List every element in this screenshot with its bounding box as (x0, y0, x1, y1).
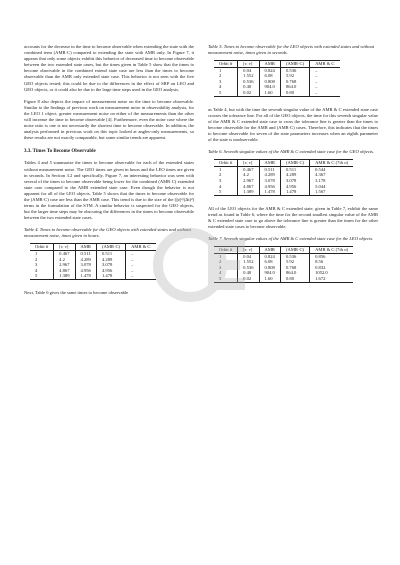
table-header-cell: [r; v] (238, 247, 259, 254)
table-7 (214, 246, 353, 283)
table-cell: 4.289 (75, 257, 96, 263)
table-cell: 5.92 (280, 259, 309, 265)
paragraph: Tables 4 and 5 summarize the times to become observable for each of the extended states without measurement noise. The GEO times are given in hours and the LEO times are given in seconds. In Section 3.2 and specifically, Figure 7, an interesting behavior was seen with several of the times to become observable being lower for the combined (AMR·C) extended state case compared to the AMR extended state case. Even though the behavior is not apparent for all of the LEO objects, Table 5 shows that the times to become observable for the (AMR·C) case are less than the AMR case. This trend is due to the size of the (||r||²/(Δt)²) terms in the formulation of the STM. A similar behavior is suspected for the GEO objects, but the larger time steps may be obscuring the differences in the times to become observable between the two extended state cases. (24, 160, 194, 221)
table-cell: 8.56 (310, 259, 354, 265)
table-cell: 3.078 (75, 262, 96, 268)
table-cell: – (310, 90, 340, 96)
table-header-cell: Orbit # (214, 160, 238, 167)
table-cell: 0.536 (280, 253, 309, 259)
table-caption: Table 6. Seventh singular values of the AMR & C extended state case for the GEO objects. (208, 149, 375, 155)
table-cell: 0.467 (238, 166, 259, 172)
table-cell: 904.0 (259, 84, 280, 90)
table-row (214, 276, 353, 282)
table-cell: 4.289 (259, 172, 280, 178)
table-cell: 0.40 (238, 84, 259, 90)
table-cell: 2 (219, 172, 222, 178)
table-header-cell: AMR & C (7th σ) (310, 247, 354, 254)
table-cell: 0.02 (238, 276, 259, 282)
table-cell: 1.389 (54, 273, 75, 279)
table-cell: 0.511 (280, 166, 309, 172)
table-header-cell: AMR & C (126, 244, 156, 251)
table-cell: 0.511 (259, 166, 280, 172)
table-cell: 5.044 (310, 184, 354, 190)
table-cell: 0.04 (238, 67, 259, 73)
paragraph: accounts for the decrease in the time to become observable when extending the state with the combined term (AMR·C) compared to extending the state with AMR only. In Figure 7, it appears that only some objects exhibit this behavior of decreased time to become observable between the two extended state cases, but the times given in Table 5 show that the times to become observable in the combined extend state case are less than the times to become observable than the AMR only extended state case. This behavior is not seen with the five GEO objects tested; this could be due to the differences in the effect of SRP on LEO and GEO objects, or it could also be due to the large time steps used in the GEO analysis. (24, 44, 194, 92)
table-cell: 0.536 (238, 265, 259, 271)
table-cell: 0.536 (280, 67, 309, 73)
table-cell: – (310, 79, 340, 85)
table-header-cell: Orbit # (214, 61, 238, 68)
table-header-cell: AMR (259, 160, 280, 167)
table-cell: 1.567 (310, 189, 354, 195)
table-cell: 0.467 (54, 250, 75, 256)
table-cell: – (310, 84, 340, 90)
table-cell: 0.808 (259, 79, 280, 85)
table-cell: 0.02 (238, 90, 259, 96)
table-cell: 2 (35, 256, 38, 262)
paragraph: All of the LEO objects for the AMR & C extended state, given in Table 7, exhibit the same trend as found in Table 6, where the time for the second smallest singular value of the AMR & C extended state case to go above the tolerance line is greater than the times for the other extended state cases to become observable. (208, 205, 378, 229)
table-cell: 4.867 (238, 184, 259, 190)
table-cell: 2 (219, 259, 222, 265)
table-header-row (214, 61, 340, 68)
table-cell: 3.078 (96, 262, 125, 268)
table-row (30, 273, 156, 279)
table-cell: – (126, 250, 156, 256)
table-cell: 5 (214, 90, 238, 96)
table-header-row (214, 160, 353, 167)
table-cell: 0.40 (238, 270, 259, 276)
table-cell: 1.60 (259, 90, 280, 96)
table-cell: 0.511 (96, 250, 125, 256)
table-cell: 0.768 (280, 79, 309, 85)
table-cell: – (126, 262, 156, 268)
paragraph: Figure 8 also depicts the impact of measurement noise on the time to become observable. Similar to the findings of previous work on measurement noise in observability analysis, for the LEO 1 object, greater measurement noise on either of the measurements than the other will increase the time to become observable [4]. Furthermore, even the noise case where the noise ratio is one is not necessarily the shortest time to become observable. In addition, the analysis performed in previous work on this topic looked at angles-only measurements, so these results are not exactly comparable, but some similar trends are apparent. (24, 98, 194, 141)
table-cell: 3 (35, 262, 38, 268)
table-header-cell: (AMR·C) (280, 247, 309, 254)
table-cell: 0.856 (310, 253, 354, 259)
table-caption: Table 7. Seventh singular values of the AMR & C extended state case for the LEO objects. (208, 236, 374, 242)
table-header-cell: [r; v] (54, 244, 75, 251)
paragraph: Next, Table 6 gives the same times to become observable (24, 289, 129, 295)
table-cell: 0.808 (259, 265, 280, 271)
table-cell: 2.967 (238, 178, 259, 184)
table-cell: 1 (219, 166, 222, 172)
table-cell: 5 (214, 189, 238, 195)
table-cell: 1.552 (238, 73, 259, 79)
table-cell: 4 (219, 270, 222, 276)
table-header-cell: AMR & C (310, 61, 340, 68)
table-cell: 4.956 (75, 268, 96, 274)
table-4 (30, 243, 156, 280)
table-cell: 0.768 (280, 265, 309, 271)
table-cell: 3 (219, 78, 222, 84)
table-5 (214, 60, 340, 97)
table-header-cell: Orbit # (214, 247, 238, 254)
table-header-cell: Orbit # (30, 244, 54, 251)
table-cell: 6.08 (259, 259, 280, 265)
table-cell: 1.60 (259, 276, 280, 282)
table-header-row (214, 247, 353, 254)
table-cell: 4 (35, 267, 38, 273)
table-cell: 2.967 (54, 262, 75, 268)
table-header-cell: AMR (259, 247, 280, 254)
table-cell: 3.178 (310, 178, 354, 184)
paragraph: as Table 4, but with the time the seventh singular value of the AMR & C extended state case crosses the tolerance line. For all of the GEO objects, the time for this seventh singular value of the AMR & C extended state case to cross the tolerance line is greater than the times to become observable for the AMR and (AMR·C) cases. Therefore, this indicates that the times to become observable for seven of the state parameters increases when an eighth parameter of the state is unobservable. (208, 106, 378, 143)
table-cell: 1 (219, 67, 222, 73)
table-cell: 5 (214, 276, 238, 282)
table-header-cell: AMR (75, 244, 96, 251)
table-cell: – (310, 67, 340, 73)
table-header-cell: [r; v] (238, 61, 259, 68)
table-cell: 4 (219, 183, 222, 189)
table-cell: 4.956 (280, 184, 309, 190)
table-cell: 1.478 (280, 189, 309, 195)
table-cell: 1.552 (238, 259, 259, 265)
table-header-cell: (AMR·C) (96, 244, 125, 251)
table-cell: 1052.0 (310, 270, 354, 276)
table-header-row (30, 244, 156, 251)
table-cell: 4.289 (96, 257, 125, 263)
table-cell: 2 (219, 73, 222, 79)
table-header-cell: (AMR·C) (280, 160, 309, 167)
table-cell: 0.511 (75, 250, 96, 256)
table-cell: 1.389 (238, 189, 259, 195)
table-cell: 0.544 (310, 166, 354, 172)
table-cell: 864.0 (280, 84, 309, 90)
table-cell: 4.367 (310, 172, 354, 178)
table-cell: 0.80 (280, 90, 309, 96)
table-cell: 4.956 (96, 268, 125, 274)
table-cell: 4.956 (259, 184, 280, 190)
table-cell: 3 (219, 177, 222, 183)
right-column (208, 44, 378, 293)
table-cell: 4.2 (238, 172, 259, 178)
table-cell: 5.92 (280, 73, 309, 79)
table-cell: 0.04 (238, 253, 259, 259)
table-cell: – (126, 273, 156, 279)
table-cell: 5 (30, 273, 54, 279)
table-cell: 1.478 (259, 189, 280, 195)
table-cell: – (126, 268, 156, 274)
left-column (24, 44, 194, 302)
table-cell: – (310, 73, 340, 79)
table-cell: 904.0 (259, 270, 280, 276)
table-cell: 1 (35, 250, 38, 256)
table-cell: 0.536 (238, 79, 259, 85)
table-6 (214, 159, 353, 196)
table-caption: Table 5. Times to become observable for the LEO objects with extended states and without measurement noise, times given in seconds. (208, 44, 375, 55)
table-cell: 3.078 (259, 178, 280, 184)
table-cell: 3.078 (280, 178, 309, 184)
table-cell: 1.672 (310, 276, 354, 282)
table-cell: 4 (219, 84, 222, 90)
table-cell: 4.867 (54, 268, 75, 274)
table-header-cell: [r; v] (238, 160, 259, 167)
table-cell: 1.478 (75, 273, 96, 279)
table-cell: 0.832 (310, 265, 354, 271)
table-cell: 0.80 (280, 276, 309, 282)
table-cell: 1.478 (96, 273, 125, 279)
table-cell: 4.289 (280, 172, 309, 178)
table-caption: Table 4. Times to become observable for the GEO objects with extended states and without measurement noise, times given in hours. (24, 227, 191, 239)
table-cell: 6.08 (259, 73, 280, 79)
table-header-cell: AMR (259, 61, 280, 68)
table-row (214, 90, 340, 96)
table-cell: 3 (219, 264, 222, 270)
table-cell: 864.0 (280, 270, 309, 276)
table-header-cell: AMR & C (7th σ) (310, 160, 354, 167)
table-header-cell: (AMR·C) (280, 61, 309, 68)
table-cell: 4.2 (54, 257, 75, 263)
table-cell: – (126, 257, 156, 263)
table-cell: 1 (219, 253, 222, 259)
section-title: 3.3. Times To Become Observable (24, 149, 96, 155)
table-cell: 0.824 (259, 67, 280, 73)
table-cell: 0.824 (259, 253, 280, 259)
table-row (214, 189, 353, 195)
